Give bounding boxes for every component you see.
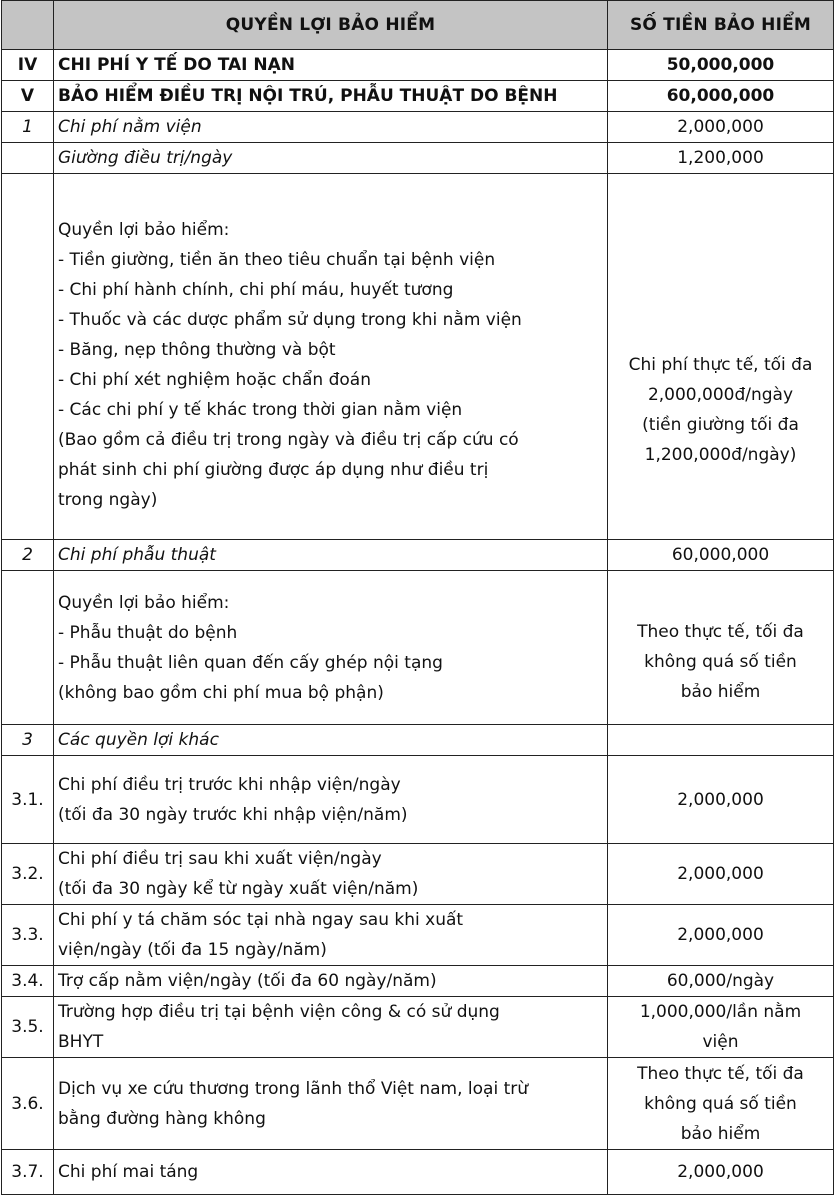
- row-amount: 2,000,000: [608, 756, 834, 844]
- header-number-cell: [2, 1, 54, 50]
- row-description: Trường hợp điều trị tại bệnh viện công & có sử dụng BHYT: [54, 997, 608, 1058]
- table-row: [2, 905, 834, 966]
- row-number: [2, 143, 54, 174]
- table-row: [2, 997, 834, 1058]
- table-row: [2, 540, 834, 571]
- row-description: Chi phí phẫu thuật: [54, 540, 608, 571]
- row-description: Chi phí y tá chăm sóc tại nhà ngay sau khi xuất viện/ngày (tối đa 15 ngày/năm): [54, 905, 608, 966]
- row-amount: 50,000,000: [608, 50, 834, 81]
- benefit-line: - Thuốc và các dược phẩm sử dụng trong khi nằm viện: [58, 309, 522, 330]
- table-header-row: [2, 1, 834, 50]
- benefit-line: phát sinh chi phí giường được áp dụng như điều trị: [58, 459, 489, 480]
- row-description: Các quyền lợi khác: [54, 725, 608, 756]
- table-row: [2, 844, 834, 905]
- row-number: 3.2.: [2, 844, 54, 905]
- row-number: 2: [2, 540, 54, 571]
- row-number: V: [2, 81, 54, 112]
- row-number: 3.6.: [2, 1058, 54, 1150]
- row-amount: Theo thực tế, tối đa không quá số tiền bảo hiểm: [608, 1058, 834, 1150]
- row-description: Quyền lợi bảo hiểm: - Phẫu thuật do bệnh - Phẫu thuật liên quan đến cấy ghép nội tạng (không bao gồm chi phí mua bộ phận): [54, 571, 608, 725]
- row-description: Giường điều trị/ngày: [54, 143, 608, 174]
- table-row: [2, 143, 834, 174]
- row-amount: 2,000,000: [608, 112, 834, 143]
- benefit-line: - Chi phí xét nghiệm hoặc chẩn đoán: [58, 369, 371, 390]
- row-amount: 60,000/ngày: [608, 966, 834, 997]
- row-number: 3.4.: [2, 966, 54, 997]
- row-amount: 60,000,000: [608, 81, 834, 112]
- row-amount: [608, 725, 834, 756]
- row-description: Trợ cấp nằm viện/ngày (tối đa 60 ngày/năm): [54, 966, 608, 997]
- row-number: [2, 571, 54, 725]
- header-amount: SỐ TIỀN BẢO HIỂM: [608, 1, 834, 50]
- benefit-line: Quyền lợi bảo hiểm:: [58, 219, 230, 240]
- table-row: [2, 756, 834, 844]
- row-description: Chi phí mai táng: [54, 1150, 608, 1195]
- table-row: [2, 81, 834, 112]
- row-amount: Chi phí thực tế, tối đa 2,000,000đ/ngày (tiền giường tối đa 1,200,000đ/ngày): [608, 174, 834, 540]
- table-row: [2, 50, 834, 81]
- row-amount: 2,000,000: [608, 844, 834, 905]
- table-row: [2, 571, 834, 725]
- benefit-line: - Chi phí hành chính, chi phí máu, huyết tương: [58, 279, 454, 300]
- row-number: 3.5.: [2, 997, 54, 1058]
- table-row: [2, 174, 834, 540]
- benefit-line: (Bao gồm cả điều trị trong ngày và điều trị cấp cứu có: [58, 429, 519, 450]
- benefit-line: trong ngày): [58, 489, 158, 510]
- table-row: [2, 112, 834, 143]
- benefit-line: - Các chi phí y tế khác trong thời gian nằm viện: [58, 399, 463, 420]
- insurance-benefits-table: [1, 0, 834, 1195]
- row-amount: 60,000,000: [608, 540, 834, 571]
- row-number: 1: [2, 112, 54, 143]
- row-description: Dịch vụ xe cứu thương trong lãnh thổ Việt nam, loại trừ bằng đường hàng không: [54, 1058, 608, 1150]
- row-number: [2, 174, 54, 540]
- table-row: [2, 966, 834, 997]
- row-description: Chi phí nằm viện: [54, 112, 608, 143]
- row-number: 3.7.: [2, 1150, 54, 1195]
- row-number: 3: [2, 725, 54, 756]
- row-description: Chi phí điều trị sau khi xuất viện/ngày (tối đa 30 ngày kể từ ngày xuất viện/năm): [54, 844, 608, 905]
- row-number: 3.1.: [2, 756, 54, 844]
- row-amount: Theo thực tế, tối đa không quá số tiền bảo hiểm: [608, 571, 834, 725]
- row-description: BẢO HIỂM ĐIỀU TRỊ NỘI TRÚ, PHẪU THUẬT DO BỆNH: [54, 81, 608, 112]
- row-description: Chi phí điều trị trước khi nhập viện/ngày (tối đa 30 ngày trước khi nhập viện/năm): [54, 756, 608, 844]
- row-amount: 1,200,000: [608, 143, 834, 174]
- row-number: IV: [2, 50, 54, 81]
- table-row: [2, 1150, 834, 1195]
- row-amount: 2,000,000: [608, 1150, 834, 1195]
- row-description: CHI PHÍ Y TẾ DO TAI NẠN: [54, 50, 608, 81]
- row-amount: 1,000,000/lần nằm viện: [608, 997, 834, 1058]
- benefit-line: - Tiền giường, tiền ăn theo tiêu chuẩn tại bệnh viện: [58, 249, 496, 270]
- table-row: [2, 1058, 834, 1150]
- benefit-line: - Băng, nẹp thông thường và bột: [58, 339, 336, 360]
- row-amount: 2,000,000: [608, 905, 834, 966]
- table-row: [2, 725, 834, 756]
- header-benefit: QUYỀN LỢI BẢO HIỂM: [54, 1, 608, 50]
- row-description: [54, 174, 608, 540]
- row-number: 3.3.: [2, 905, 54, 966]
